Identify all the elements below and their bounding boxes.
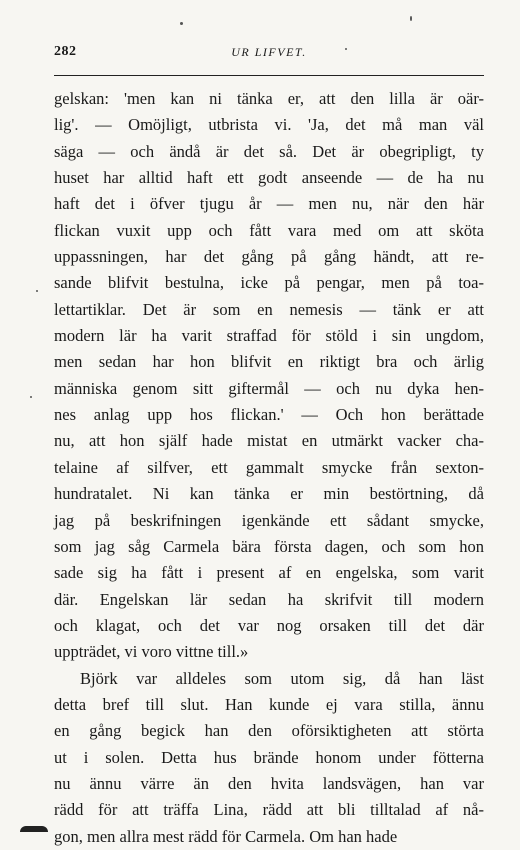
text-line: modern lär ha varit straffad för stöld i sin ungdom, (54, 326, 484, 346)
text-line: jag på beskrifningen igenkände ett sådant smycke, (54, 510, 484, 530)
text-line: människa genom sitt giftermål — och nu dyka hen- (54, 378, 484, 398)
text-line: hundratalet. Ni kan tänka er min bestörtning, då (54, 484, 484, 504)
text-line: telaine af silfver, ett gammalt smycke från sexton- (54, 457, 484, 477)
text-line: men sedan har hon blifvit en riktigt bra och ärlig (54, 352, 484, 372)
text-line: haft det i öfver tjugu år — men nu, när den här (54, 194, 484, 214)
header-rule (54, 75, 484, 76)
text-line: gon, men allra mest rädd för Carmela. Om han hade (54, 826, 398, 846)
text-line: uppträdet, vi voro vittne till.» (54, 642, 249, 662)
text-line: gelskan: 'men kan ni tänka er, att den lilla är oär- (54, 89, 484, 108)
text-line: ut i solen. Detta hus brände honom under fötterna (54, 747, 484, 767)
text-line: nes anlag upp hos flickan.' — Och hon berättade (54, 405, 484, 425)
text-line: lettartiklar. Det är som en nemesis — tänk er att (54, 299, 484, 319)
page-edge-mark (20, 826, 48, 832)
paragraph (54, 666, 484, 850)
body-text (54, 86, 484, 850)
text-line: där. Engelskan lär sedan ha skrifvit till modern (54, 589, 484, 609)
text-line: och klagat, och det var nog orsaken till det där (54, 615, 484, 635)
text-line: sande blifvit bestulna, icke på pengar, men på toa- (54, 273, 484, 293)
text-line: säga — och ändå är det så. Det är obegripligt, ty (54, 141, 484, 161)
paragraph (54, 86, 484, 666)
print-speck (36, 290, 38, 292)
running-head: UR LIFVET. (231, 45, 307, 59)
print-speck (180, 22, 183, 25)
print-speck (410, 16, 412, 21)
text-line: huset har alltid haft ett godt anseende — de ha nu (54, 168, 484, 188)
print-speck (30, 396, 32, 398)
text-line: uppassningen, har det gång på gång händt, att re- (54, 247, 484, 267)
text-line: Björk var alldeles som utom sig, då han läst (80, 668, 484, 688)
page-number: 282 (54, 44, 77, 59)
text-line: som jag såg Carmela bära första dagen, och som hon (54, 536, 484, 556)
page-header (54, 44, 484, 64)
text-line: nu ännu värre än den hvita landsvägen, han var (54, 773, 484, 793)
text-line: rädd för att träffa Lina, rädd att bli tilltalad af nå- (54, 800, 484, 820)
text-line: sade sig ha fått i present af en engelska, som varit (54, 563, 484, 583)
text-line: detta bref till slut. Han kunde ej vara stilla, ännu (54, 694, 484, 714)
print-speck (345, 48, 347, 50)
text-line: nu, att hon själf hade mistat en utmärkt vacker cha- (54, 431, 484, 451)
text-line: flickan vuxit upp och fått vara med om att sköta (54, 220, 484, 240)
text-line: lig'. — Omöjligt, utbrista vi. 'Ja, det må man väl (54, 115, 484, 135)
text-line: en gång begick han den oförsiktigheten att störta (54, 721, 484, 741)
